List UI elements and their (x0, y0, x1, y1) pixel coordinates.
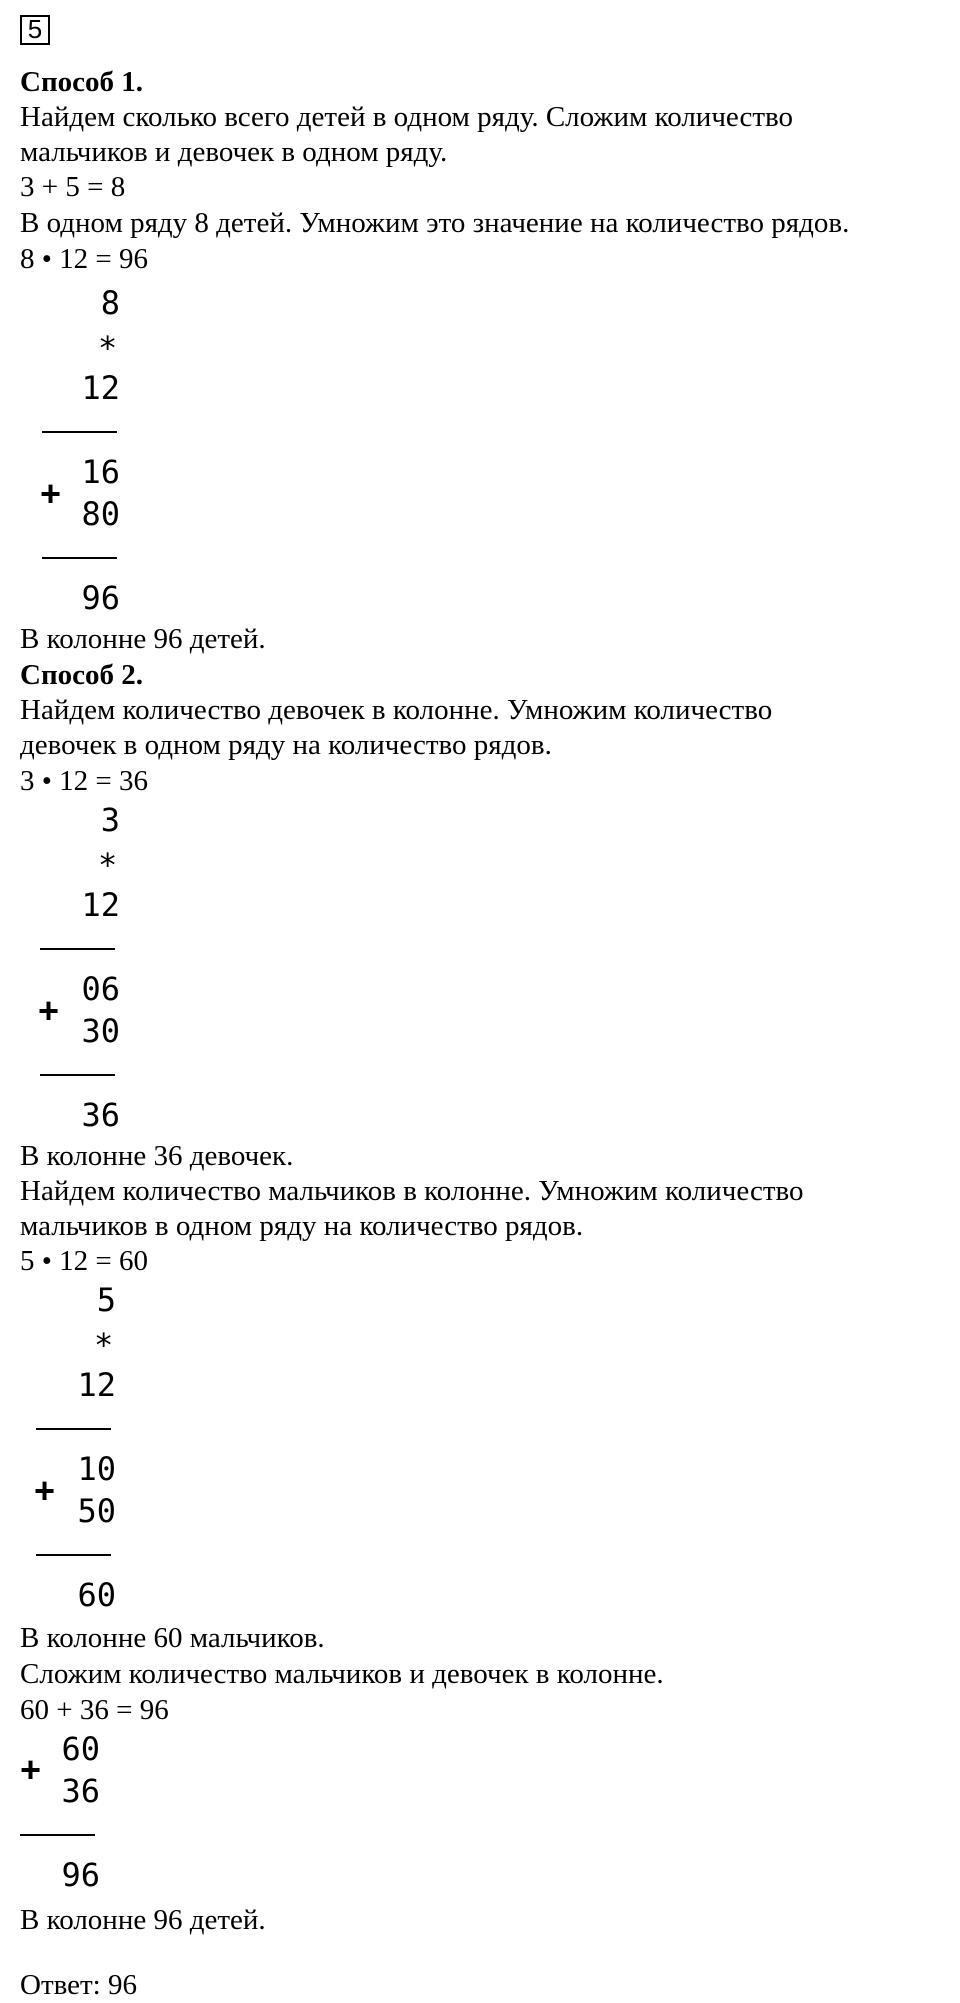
multiply-sign: * (94, 1326, 114, 1364)
method2-equation1: 3 • 12 = 36 (20, 765, 149, 797)
multiplier: 12 (77, 1366, 116, 1404)
method1-equation1: 3 + 5 = 8 (20, 171, 126, 203)
multiplicand: 8 (100, 284, 120, 322)
plus-sign: + (34, 1470, 56, 1511)
divider-line (42, 431, 117, 433)
multiply-sign: * (98, 329, 118, 367)
divider-line (40, 948, 115, 950)
method2-text1-line1: Найдем количество девочек в колонне. Умножим количество (20, 694, 773, 726)
method2-conclusion2: В колонне 60 мальчиков. (20, 1622, 325, 1654)
result: 60 (77, 1576, 116, 1614)
method2-equation2: 5 • 12 = 60 (20, 1245, 149, 1277)
divider-line (36, 1554, 111, 1556)
partial-product-2: 30 (81, 1012, 120, 1050)
partial-product-1: 16 (81, 453, 120, 491)
method2-text3: Сложим количество мальчиков и девочек в колонне. (20, 1658, 664, 1690)
multiplicand: 5 (96, 1281, 116, 1319)
multiply-sign: * (98, 846, 118, 884)
method2-text2-line2: мальчиков в одном ряду на количество рядов. (20, 1210, 584, 1242)
partial-product-2: 50 (77, 1492, 116, 1530)
multiplier: 12 (81, 886, 120, 924)
divider-line (40, 1074, 115, 1076)
divider-line (42, 557, 117, 559)
result: 96 (81, 579, 120, 617)
method2-conclusion1: В колонне 36 девочек. (20, 1140, 294, 1172)
plus-sign: + (40, 473, 62, 514)
answer: Ответ: 96 (20, 1969, 137, 2001)
partial-product-1: 06 (81, 970, 120, 1008)
method1-equation2: 8 • 12 = 96 (20, 243, 149, 275)
result: 36 (81, 1096, 120, 1134)
method1-text2: В одном ряду 8 детей. Умножим это значение на количество рядов. (20, 207, 850, 239)
divider-line (20, 1834, 95, 1836)
method1-text-line2: мальчиков и девочек в одном ряду. (20, 136, 448, 168)
method2-conclusion3: В колонне 96 детей. (20, 1904, 266, 1936)
result: 96 (61, 1856, 100, 1894)
divider-line (36, 1428, 111, 1430)
method2-heading: Способ 2. (20, 659, 144, 691)
method1-heading: Способ 1. (20, 66, 144, 98)
partial-product-2: 80 (81, 495, 120, 533)
task-number-box: 5 (20, 15, 50, 45)
multiplier: 12 (81, 369, 120, 407)
addend-1: 60 (61, 1730, 100, 1768)
method2-equation3: 60 + 36 = 96 (20, 1694, 169, 1726)
method2-text2-line1: Найдем количество мальчиков в колонне. Умножим количество (20, 1175, 804, 1207)
partial-product-1: 10 (77, 1450, 116, 1488)
method1-conclusion: В колонне 96 детей. (20, 623, 266, 655)
plus-sign: + (20, 1749, 42, 1790)
method2-text1-line2: девочек в одном ряду на количество рядов. (20, 729, 552, 761)
method1-text-line1: Найдем сколько всего детей в одном ряду. Сложим количество (20, 101, 794, 133)
multiplicand: 3 (100, 801, 120, 839)
plus-sign: + (38, 990, 60, 1031)
addend-2: 36 (61, 1772, 100, 1810)
